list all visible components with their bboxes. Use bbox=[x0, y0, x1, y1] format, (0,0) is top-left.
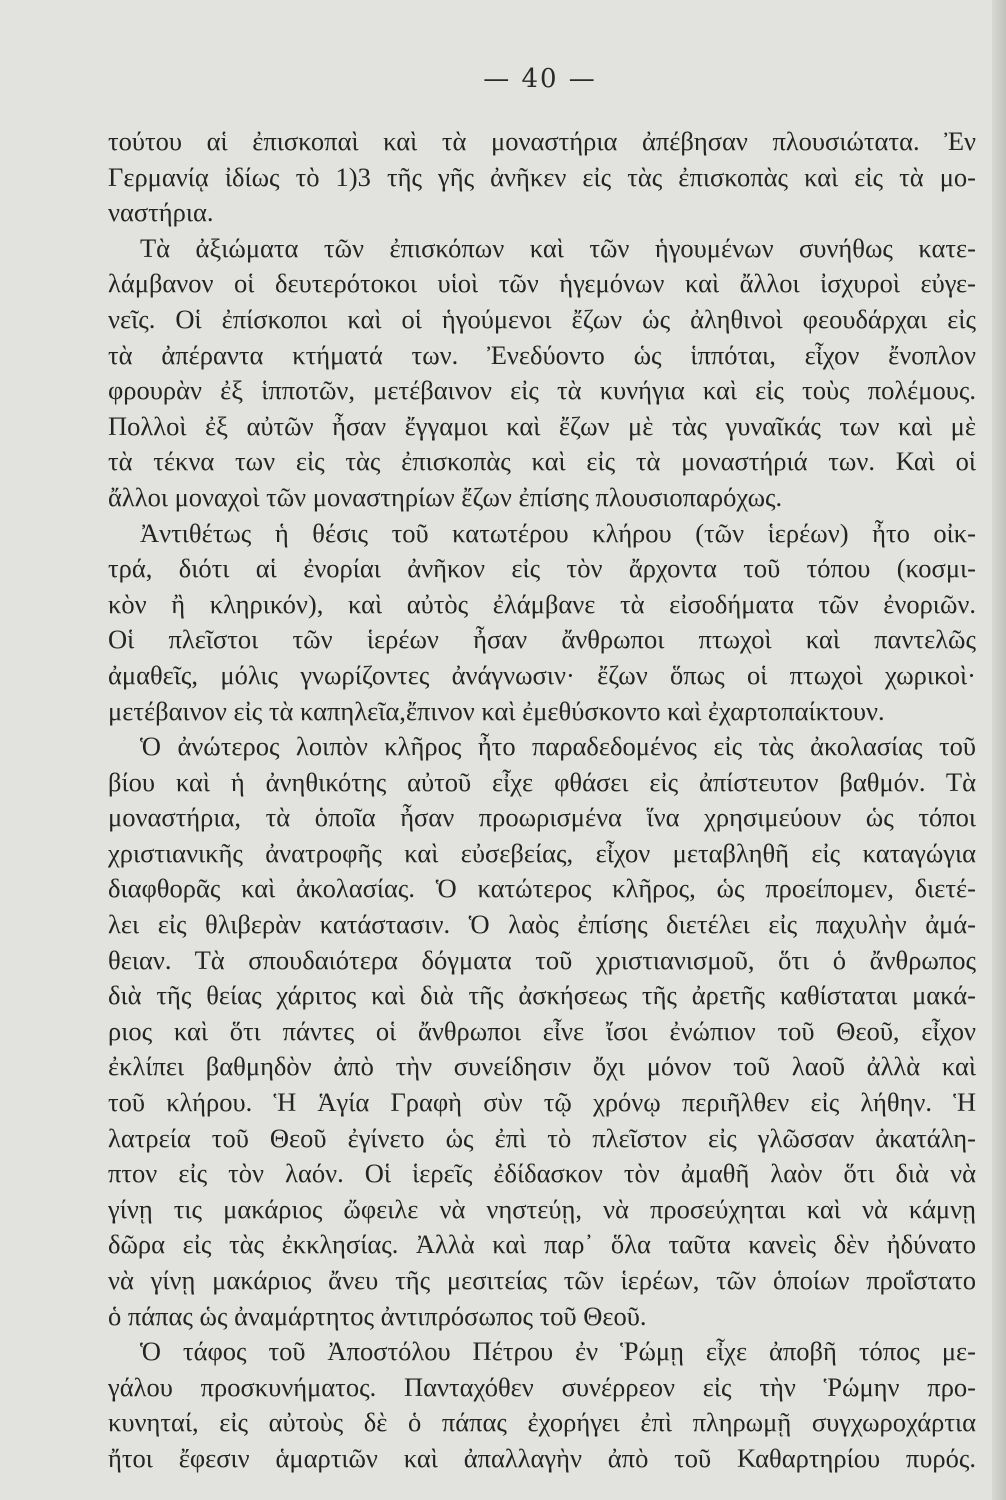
text-line: βίου καὶ ἡ ἀνηθικότης αὐτοῦ εἶχε φθάσει εἰς ἀπίστευτον βαθμόν. Τὰ bbox=[108, 766, 976, 797]
text-line: διὰ τῆς θείας χάριτος καὶ διὰ τῆς ἀσκήσεως τῆς ἀρετῆς καθίσταται μακά- bbox=[108, 980, 976, 1011]
text-line: μετέβαινον εἰς τὰ καπηλεῖα,ἔπινον καὶ ἐμεθύσκοντο καὶ ἐχαρτοπαίκτουν. bbox=[108, 695, 885, 726]
text-line: ἀμαθεῖς, μόλις γνωρίζοντες ἀνάγνωσιν· ἔζων ὅπως οἱ πτωχοὶ χωρικοὶ· bbox=[108, 659, 976, 690]
text-line: ναστήρια. bbox=[108, 197, 214, 228]
text-line: φρουρὰν ἐξ ἱπποτῶν, μετέβαινον εἰς τὰ κυνήγια καὶ εἰς τοὺς πολέμους. bbox=[108, 375, 976, 406]
text-line: τούτου αἱ ἐπισκοπαὶ καὶ τὰ μοναστήρια ἀπέβησαν πλουσιώτατα. Ἐν bbox=[108, 126, 976, 156]
text-line: Ὁ ἀνώτερος λοιπὸν κλῆρος ἦτο παραδεδομένος εἰς τὰς ἀκολασίας τοῦ bbox=[140, 731, 976, 762]
text-line: γάλου προσκυνήματος. Πανταχόθεν συνέρρεον εἰς τὴν Ῥώμην προ- bbox=[108, 1371, 976, 1402]
text-line: θειαν. Τὰ σπουδαιότερα δόγματα τοῦ χριστιανισμοῦ, ὅτι ὁ ἄνθρωπος bbox=[108, 944, 976, 975]
text-line: Ἀντιθέτως ἡ θέσις τοῦ κατωτέρου κλήρου (τῶν ἱερέων) ἦτο οἰκ- bbox=[140, 517, 976, 548]
text-line: δῶρα εἰς τὰς ἐκκλησίας. Ἀλλὰ καὶ παρ᾽ ὅλα ταῦτα κανεὶς δὲν ἠδύνατο bbox=[108, 1229, 976, 1260]
text-line: ριος καὶ ὅτι πάντες οἱ ἄνθρωποι εἶνε ἴσοι ἐνώπιον τοῦ Θεοῦ, εἶχον bbox=[108, 1015, 976, 1046]
page-edge-shadow bbox=[992, 0, 1006, 1500]
text-line: τὰ ἀπέραντα κτήματά των. Ἐνεδύοντο ὡς ἱππόται, εἶχον ἔνοπλον bbox=[108, 339, 976, 370]
text-line: κυνηταί, εἰς αὐτοὺς δὲ ὁ πάπας ἐχορήγει ἐπὶ πληρωμῇ συγχωροχάρτια bbox=[108, 1407, 976, 1438]
text-line: Πολλοὶ ἐξ αὐτῶν ἦσαν ἔγγαμοι καὶ ἔζων μὲ τὰς γυναῖκάς των καὶ μὲ bbox=[108, 410, 976, 441]
text-line: λατρεία τοῦ Θεοῦ ἐγίνετο ὡς ἐπὶ τὸ πλεῖστον εἰς γλῶσσαν ἀκατάλη- bbox=[108, 1122, 976, 1153]
text-line: Γερμανίᾳ ἰδίως τὸ 1)3 τῆς γῆς ἀνῆκεν εἰς τὰς ἐπισκοπὰς καὶ εἰς τὰ μο- bbox=[108, 161, 976, 192]
text-line: γίνῃ τις μακάριος ὤφειλε νὰ νηστεύῃ, νὰ προσεύχηται καὶ νὰ κάμνῃ bbox=[108, 1193, 976, 1224]
text-line: Οἱ πλεῖστοι τῶν ἱερέων ἦσαν ἄνθρωποι πτωχοὶ καὶ παντελῶς bbox=[108, 624, 976, 655]
text-line: Ὁ τάφος τοῦ Ἀποστόλου Πέτρου ἐν Ῥώμῃ εἶχε ἀποβῆ τόπος με- bbox=[140, 1336, 976, 1367]
body-text bbox=[108, 124, 976, 1477]
text-line: νὰ γίνῃ μακάριος ἄνευ τῆς μεσιτείας τῶν ἱερέων, τῶν ὁποίων προΐστατο bbox=[108, 1265, 976, 1295]
text-line: ἐκλίπει βαθμηδὸν ἀπὸ τὴν συνείδησιν ὄχι μόνον τοῦ λαοῦ ἀλλὰ καὶ bbox=[108, 1051, 976, 1082]
text-line: τοῦ κλήρου. Ἡ Ἁγία Γραφὴ σὺν τῷ χρόνῳ περιῆλθεν εἰς λήθην. Ἡ bbox=[108, 1087, 976, 1118]
text-line: μοναστήρια, τὰ ὁποῖα ἦσαν προωρισμένα ἵνα χρησιμεύουν ὡς τόποι bbox=[108, 802, 976, 833]
text-line: νεῖς. Οἱ ἐπίσκοποι καὶ οἱ ἡγούμενοι ἔζων ὡς ἀληθινοὶ φεουδάρχαι εἰς bbox=[108, 303, 976, 334]
text-line: ἄλλοι μοναχοὶ τῶν μοναστηρίων ἔζων ἐπίσης πλουσιοπαρόχως. bbox=[108, 481, 783, 512]
page-number: — 40 — bbox=[483, 64, 597, 94]
text-line: λάμβανον οἱ δευτερότοκοι υἱοὶ τῶν ἡγεμόνων καὶ ἄλλοι ἰσχυροὶ εὐγε- bbox=[108, 268, 976, 299]
text-line: λει εἰς θλιβερὰν κατάστασιν. Ὁ λαὸς ἐπίσης διετέλει εἰς παχυλὴν ἀμά- bbox=[108, 909, 976, 940]
text-line: ὁ πάπας ὡς ἀναμάρτητος ἀντιπρόσωπος τοῦ Θεοῦ. bbox=[108, 1300, 647, 1331]
text-line: χριστιανικῆς ἀνατροφῆς καὶ εὐσεβείας, εἶχον μεταβληθῆ εἰς καταγώγια bbox=[108, 837, 976, 868]
text-line: τρά, διότι αἱ ἐνορίαι ἀνῆκον εἰς τὸν ἄρχοντα τοῦ τόπου (κοσμι- bbox=[108, 553, 976, 584]
text-line: ἤτοι ἔφεσιν ἁμαρτιῶν καὶ ἀπαλλαγὴν ἀπὸ τοῦ Καθαρτηρίου πυρός. bbox=[108, 1442, 976, 1473]
text-line: κὸν ἢ κληρικόν), καὶ αὐτὸς ἐλάμβανε τὰ εἰσοδήματα τῶν ἐνοριῶν. bbox=[108, 588, 976, 619]
text-line: Τὰ ἀξιώματα τῶν ἐπισκόπων καὶ τῶν ἡγουμένων συνήθως κατε- bbox=[140, 232, 976, 263]
text-line: πτον εἰς τὸν λαόν. Οἱ ἱερεῖς ἐδίδασκον τὸν ἀμαθῆ λαὸν ὅτι διὰ νὰ bbox=[108, 1158, 976, 1189]
text-line: τὰ τέκνα των εἰς τὰς ἐπισκοπὰς καὶ εἰς τὰ μοναστήριά των. Καὶ οἱ bbox=[108, 446, 976, 477]
text-line: διαφθορᾶς καὶ ἀκολασίας. Ὁ κατώτερος κλῆρος, ὡς προείπομεν, διετέ- bbox=[108, 873, 976, 904]
